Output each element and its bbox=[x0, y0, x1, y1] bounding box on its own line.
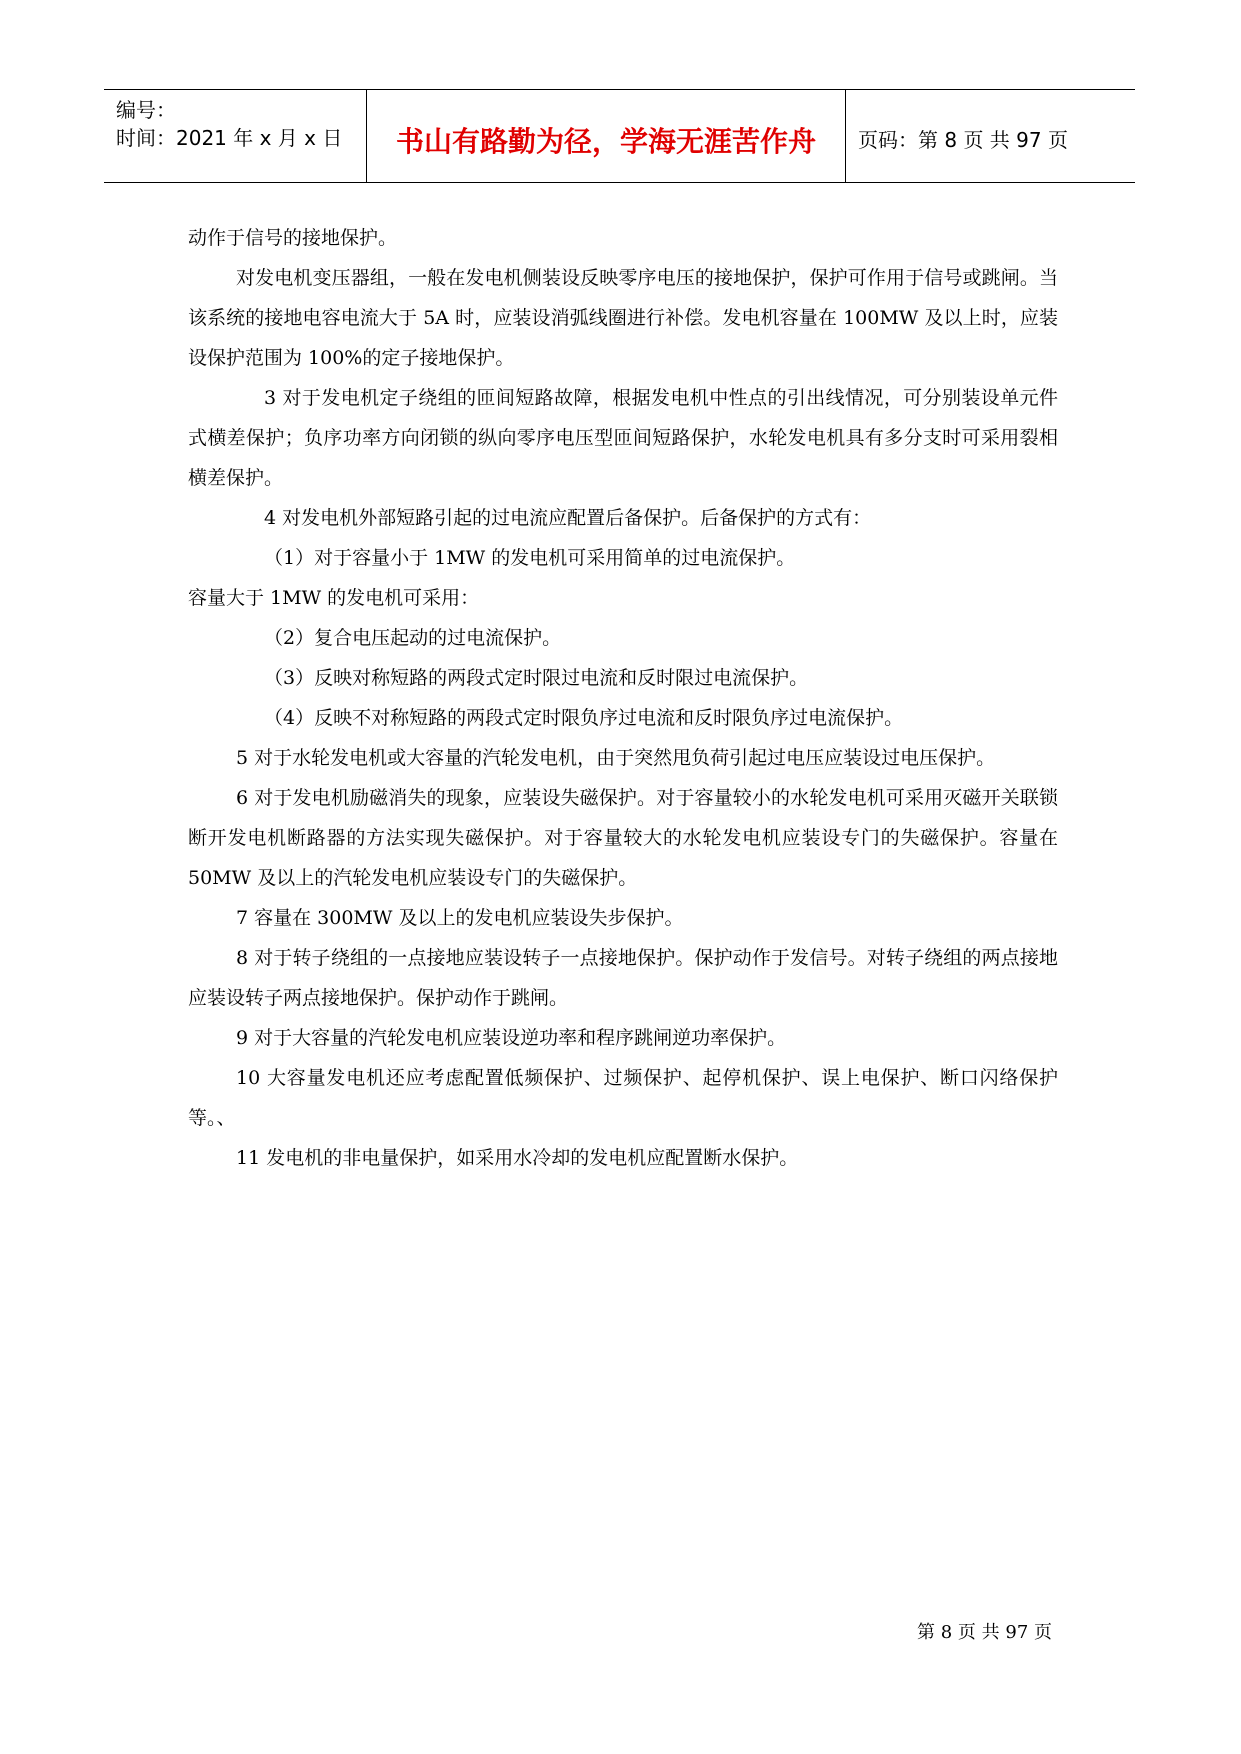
header-meta-cell bbox=[104, 90, 367, 182]
paragraph: （1）对于容量小于 1MW 的发电机可采用简单的过电流保护。 bbox=[264, 547, 796, 569]
paragraph: 3 对于发电机定子绕组的匝间短路故障，根据发电机中性点的引出线情况，可分别装设单元件式横差保护；负序功率方向闭锁的纵向零序电压型匝间短路保护，水轮发电机具有多分支时可采用裂相横差保护。 bbox=[188, 387, 1058, 489]
paragraph: 10 大容量发电机还应考虑配置低频保护、过频保护、起停机保护、误上电保护、断口闪络保护等。、 bbox=[188, 1067, 1058, 1129]
paragraph: 容量大于 1MW 的发电机可采用： bbox=[188, 587, 480, 609]
paragraph: 8 对于转子绕组的一点接地应装设转子一点接地保护。保护动作于发信号。对转子绕组的两点接地应装设转子两点接地保护。保护动作于跳闸。 bbox=[188, 947, 1058, 1009]
paragraph: 9 对于大容量的汽轮发电机应装设逆功率和程序跳闸逆功率保护。 bbox=[236, 1027, 787, 1049]
paragraph: 对发电机变压器组，一般在发电机侧装设反映零序电压的接地保护，保护可作用于信号或跳闸。当该系统的接地电容电流大于 5A 时，应装设消弧线圈进行补偿。发电机容量在 100MW 及以上时，应装设保护范围为 100%的定子接地保护。 bbox=[188, 267, 1058, 369]
paragraph: （3）反映对称短路的两段式定时限过电流和反时限过电流保护。 bbox=[264, 667, 809, 689]
paragraph: （4）反映不对称短路的两段式定时限负序过电流和反时限负序过电流保护。 bbox=[264, 707, 904, 729]
page-header bbox=[104, 89, 1135, 183]
paragraph: 4 对发电机外部短路引起的过电流应配置后备保护。后备保护的方式有： bbox=[264, 507, 872, 529]
paragraph: 7 容量在 300MW 及以上的发电机应装设失步保护。 bbox=[236, 907, 684, 929]
document-number-label: 编号： bbox=[116, 98, 176, 122]
paragraph: 动作于信号的接地保护。 bbox=[188, 227, 398, 249]
motto-text: 书山有路勤为径，学海无涯苦作舟 bbox=[395, 125, 816, 158]
header-page-cell bbox=[846, 90, 1135, 182]
header-motto-cell bbox=[367, 90, 846, 182]
document-time-label: 时间：2021 年 x 月 x 日 bbox=[116, 126, 343, 150]
header-page-number: 页码：第 8 页 共 97 页 bbox=[858, 128, 1068, 152]
page-footer-number: 第 8 页 共 97 页 bbox=[917, 1622, 1052, 1643]
paragraph: （2）复合电压起动的过电流保护。 bbox=[264, 627, 562, 649]
paragraph: 6 对于发电机励磁消失的现象，应装设失磁保护。对于容量较小的水轮发电机可采用灭磁开关联锁断开发电机断路器的方法实现失磁保护。对于容量较大的水轮发电机应装设专门的失磁保护。容量在 50MW 及以上的汽轮发电机应装设专门的失磁保护。 bbox=[188, 787, 1058, 889]
paragraph: 11 发电机的非电量保护，如采用水冷却的发电机应配置断水保护。 bbox=[236, 1147, 799, 1169]
document-body bbox=[188, 218, 1058, 1178]
paragraph: 5 对于水轮发电机或大容量的汽轮发电机，由于突然甩负荷引起过电压应装设过电压保护。 bbox=[236, 747, 996, 769]
